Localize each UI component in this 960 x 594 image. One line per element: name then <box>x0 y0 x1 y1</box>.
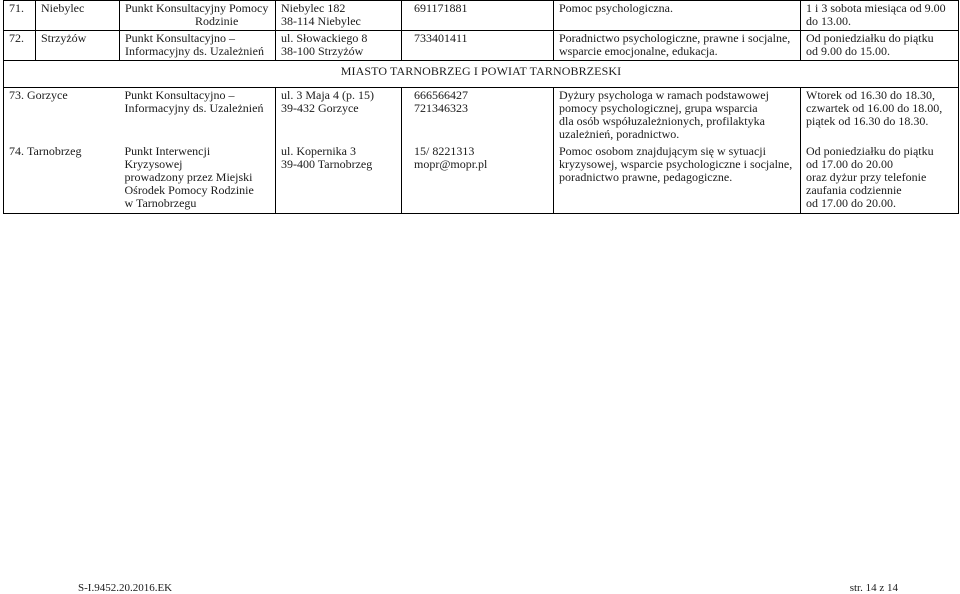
page-number: str. 14 z 14 <box>849 582 898 594</box>
row-name: Punkt Konsultacyjno – Informacyjny ds. Uzależnień <box>120 31 276 61</box>
row-hours: 1 i 3 sobota miesiąca od 9.00 do 13.00. <box>801 1 959 31</box>
row-number: 72. <box>4 31 36 61</box>
row-phone: 691171881 <box>402 1 554 31</box>
row-phone: 733401411 <box>402 31 554 61</box>
support-points-table <box>3 0 959 214</box>
table-row <box>4 88 959 144</box>
row-name: Punkt Konsultacyjno – Informacyjny ds. Uzależnień <box>120 88 276 144</box>
region-header-row <box>4 61 959 88</box>
table-row <box>4 1 959 31</box>
table-row <box>4 144 959 214</box>
row-hours: Od poniedziałku do piątku od 17.00 do 20.00 oraz dyżur przy telefonie zaufania codziennie od 17.00 do 20.00. <box>801 144 959 214</box>
row-name: Punkt Interwencji Kryzysowej prowadzony przez Miejski Ośrodek Pomocy Rodzinie w Tarnobrzegu <box>120 144 276 214</box>
row-services: Dyżury psychologa w ramach podstawowej pomocy psychologicznej, grupa wsparcia dla osób współuzależnionych, profilaktyka uzależnień, poradnictwo. <box>554 88 801 144</box>
row-address: ul. 3 Maja 4 (p. 15) 39-432 Gorzyce <box>276 88 402 144</box>
row-address: Niebylec 182 38-114 Niebylec <box>276 1 402 31</box>
row-number: 71. <box>4 1 36 31</box>
table-row <box>4 31 959 61</box>
row-address: ul. Słowackiego 8 38-100 Strzyżów <box>276 31 402 61</box>
row-address: ul. Kopernika 3 39-400 Tarnobrzeg <box>276 144 402 214</box>
row-city: Niebylec <box>36 1 120 31</box>
row-name: Punkt Konsultacyjny Pomocy Rodzinie <box>120 1 276 31</box>
row-hours: Wtorek od 16.30 do 18.30, czwartek od 16.00 do 18.00, piątek od 16.30 do 18.30. <box>801 88 959 144</box>
row-services: Pomoc psychologiczna. <box>554 1 801 31</box>
row-number: 73. Gorzyce <box>4 88 120 144</box>
row-hours: Od poniedziałku do piątku od 9.00 do 15.00. <box>801 31 959 61</box>
row-phone: 15/ 8221313 mopr@mopr.pl <box>402 144 554 214</box>
row-services: Poradnictwo psychologiczne, prawne i socjalne, wsparcie emocjonalne, edukacja. <box>554 31 801 61</box>
row-city: Strzyżów <box>36 31 120 61</box>
row-phone: 666566427 721346323 <box>402 88 554 144</box>
row-number: 74. Tarnobrzeg <box>4 144 120 214</box>
document-reference: S-I.9452.20.2016.EK <box>78 582 173 594</box>
row-services: Pomoc osobom znajdującym się w sytuacji kryzysowej, wsparcie psychologiczne i socjalne, poradnictwo prawne, pedagogiczne. <box>554 144 801 214</box>
region-header: MIASTO TARNOBRZEG I POWIAT TARNOBRZESKI <box>4 61 959 88</box>
